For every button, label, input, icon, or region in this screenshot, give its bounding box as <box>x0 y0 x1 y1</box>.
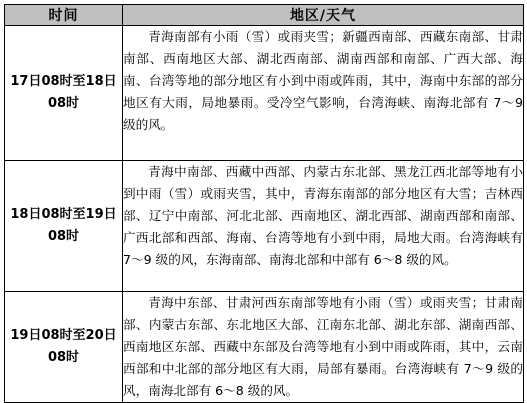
period-cell: 18日08时至19日08时 <box>5 161 123 292</box>
time-header: 时间 <box>5 5 123 26</box>
weather-detail-cell: 青海中南部、西藏中西部、内蒙古东北部、黑龙江西北部等地有小到中雨（雪）或雨夹雪，其中，青海东南部的部分地区有大雪；吉林西部、辽宁中南部、河北北部、西南地区、湖北西部、湖南西部和南部、广西北部和西部、海南、台湾等地有小到中雨，局地大雨。台湾海峡有 7～9 级的风，东海南部、南海北部和中部有 6～8 级的风。 <box>123 161 524 292</box>
table-header-row <box>5 5 524 26</box>
period-cell: 19日08时至20日08时 <box>5 292 123 403</box>
weather-detail-cell: 青海中东部、甘肃河西东南部等地有小雨（雪）或雨夹雪；甘肃南部、内蒙古东部、东北地区大部、江南东北部、湖北东部、湖南西部、西南地区东部、西藏中东部及台湾等地有小到中雨或阵雨，其中，云南西部和中北部的部分地区有大雨，局部有暴雨。台湾海峡有 7～9 级的风，南海北部有 6～8 级的风。 <box>123 292 524 403</box>
forecast-table <box>4 4 524 403</box>
weather-detail-cell: 青海南部有小雨（雪）或雨夹雪；新疆西南部、西藏东南部、甘肃南部、西南地区大部、湖北西南部、湖南西部和南部、广西大部、海南、台湾等地的部分地区有小到中雨或阵雨，其中，海南中东部的部分地区有大雨，局地暴雨。受冷空气影响，台湾海峡、南海北部有 7～9 级的风。 <box>123 26 524 161</box>
table-row <box>5 292 524 403</box>
table-row <box>5 161 524 292</box>
period-cell: 17日08时至18日08时 <box>5 26 123 161</box>
region-weather-header: 地区/天气 <box>123 5 524 26</box>
table-row <box>5 26 524 161</box>
